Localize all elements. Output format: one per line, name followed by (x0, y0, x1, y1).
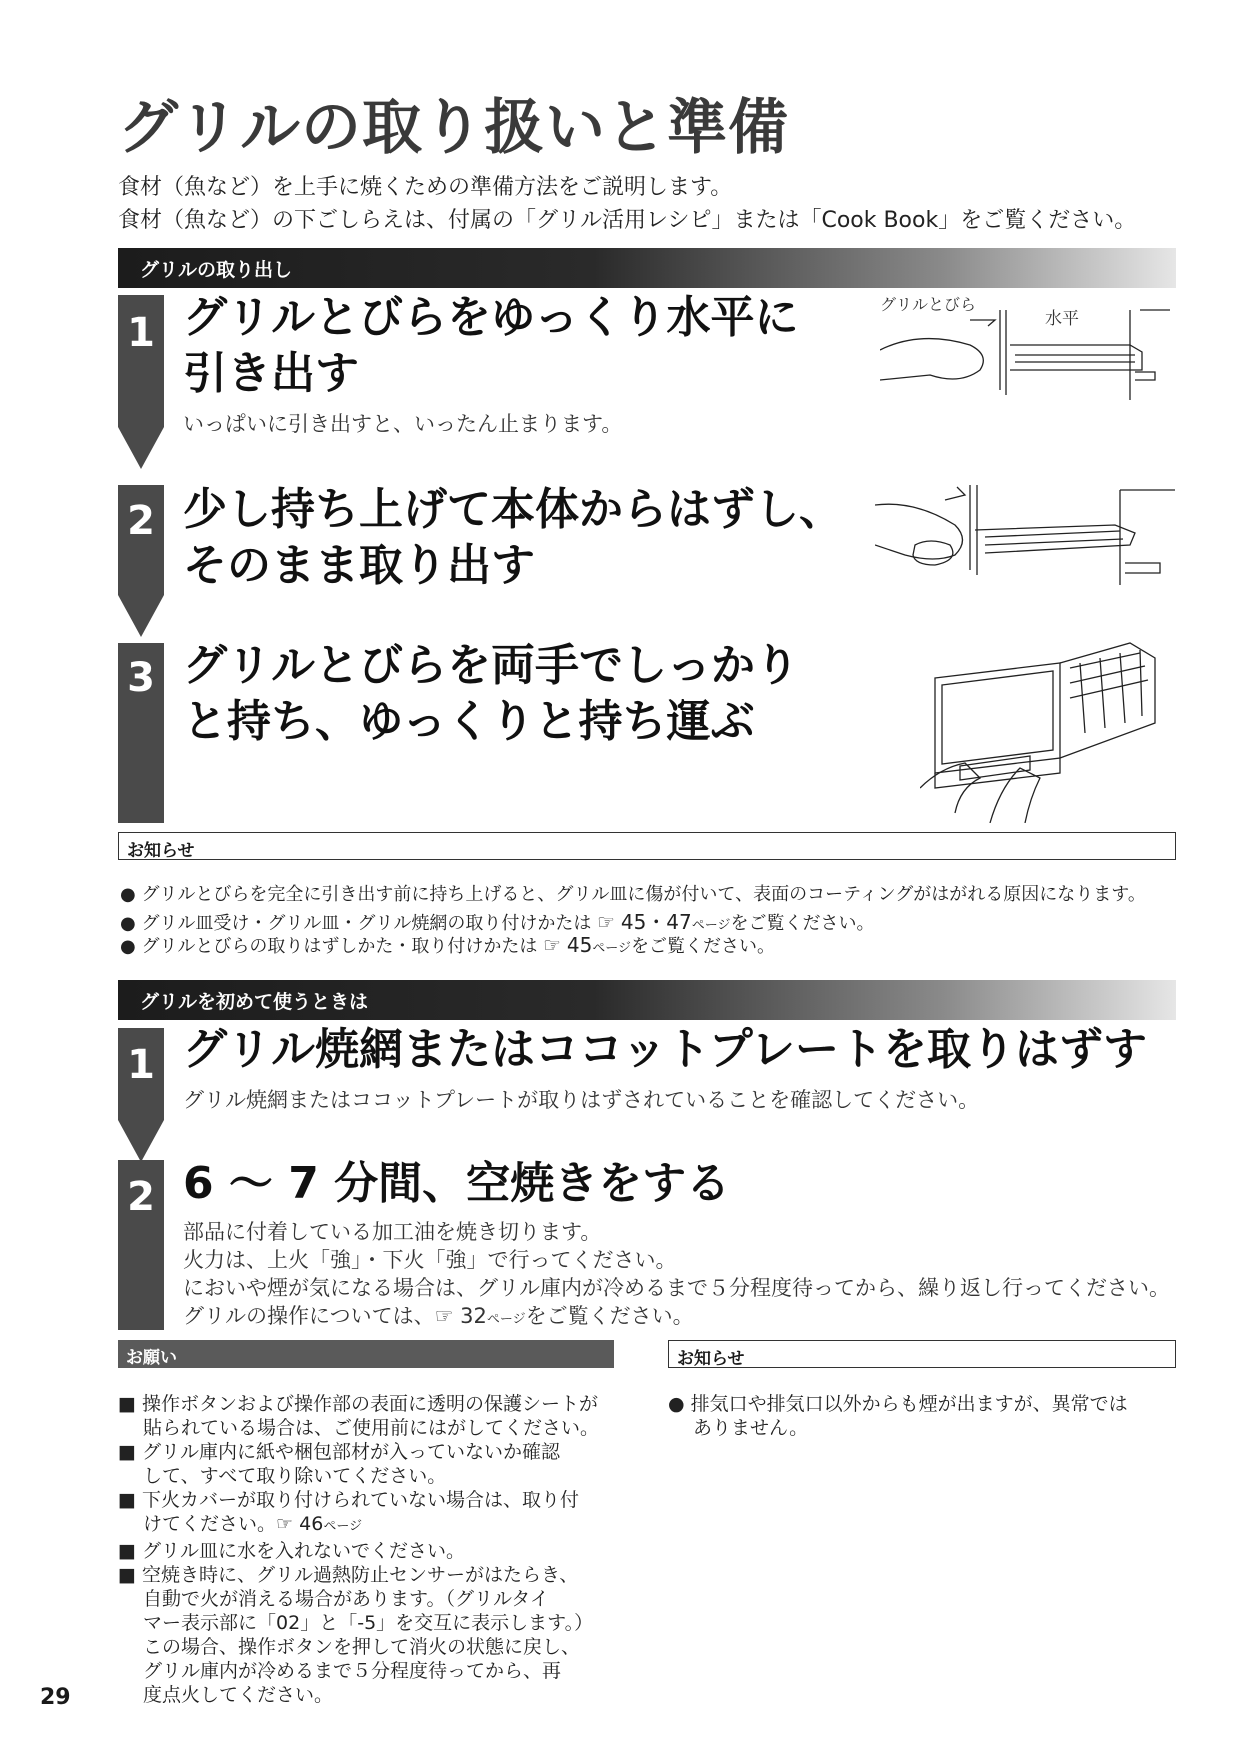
request-line: グリル庫内が冷めるまで５分程度待ってから、再 (118, 1660, 562, 1682)
request-line: ■ 下火カバーが取り付けられていない場合は、取り付 (118, 1489, 579, 1511)
figure-pull-out-drawer (880, 300, 1180, 420)
step-number-2: 2 (127, 498, 155, 544)
step-number-s2-1: 1 (127, 1042, 155, 1088)
notice2-line2: ありません。 (668, 1417, 809, 1439)
notice-item-2-post: をご覧ください。 (730, 913, 875, 934)
notice-item-1-text: グリルとびらを完全に引き出す前に持ち上げると、グリル皿に傷が付いて、表面のコーティングがはがれる原因になります。 (141, 884, 1146, 905)
notice-box-1 (118, 832, 1176, 860)
request-line: ■ グリル皿に水を入れないでください。 (118, 1540, 465, 1562)
step2-heading-line1: 少し持ち上げて本体からはずし、 (183, 484, 843, 535)
section-bar-label: グリルの取り出し (140, 259, 293, 281)
request-line: ■ 空焼き時に、グリル過熱防止センサーがはたらき、 (118, 1564, 579, 1586)
notice-label: お知らせ (677, 1349, 745, 1369)
request-line: この場合、操作ボタンを押して消火の状態に戻し、 (118, 1636, 581, 1658)
notice-item-3-text: グリルとびらの取りはずしかた・取り付けかたは (141, 936, 538, 957)
page-unit: ページ (323, 1519, 363, 1534)
step3-heading-line1: グリルとびらを両手でしっかり (183, 640, 799, 691)
request-line-ref (118, 1512, 599, 1539)
request-list (118, 1392, 599, 1707)
request-bar (118, 1340, 614, 1368)
figure-carry-drawer (920, 638, 1165, 823)
notice-label: お知らせ (127, 841, 195, 861)
figure-lift-drawer (875, 485, 1180, 600)
pointing-hand-icon: ☞ (434, 1304, 454, 1328)
step-arrow-2 (118, 595, 164, 637)
notice-item-2: ● グリル皿受け・グリル皿・グリル焼網の取り付けかたは ☞ 45・47ページをご覧ください。 (120, 910, 875, 934)
intro-line-2: 食材（魚など）の下ごしらえは、付属の「グリル活用レシピ」または「Cook Book」をご覧ください。 (118, 208, 1137, 233)
request-line: 貼られている場合は、ご使用前にはがしてください。 (118, 1417, 600, 1439)
request-line: けてください。 (118, 1513, 277, 1535)
request-line: 自動で火が消える場合があります。（グリルタイ (118, 1588, 549, 1610)
intro-line-1: 食材（魚など）を上手に焼くための準備方法をご説明します。 (118, 175, 733, 200)
step-arrow-s2-1 (118, 1120, 164, 1162)
request-line: ■ グリル庫内に紙や梱包部材が入っていないか確認 (118, 1441, 560, 1463)
step-arrow-1 (118, 427, 164, 469)
figure-label-level: 水平 (1045, 309, 1079, 329)
s2-step1-subtext: グリル焼網またはココットプレートが取りはずされていることを確認してください。 (183, 1088, 980, 1112)
section-bar-label: グリルを初めて使うときは (140, 991, 369, 1013)
page-number: 29 (40, 1685, 71, 1710)
pointing-hand-icon: ☞ (543, 933, 562, 957)
s2-step2-heading: 6 ～ 7 分間、空焼きをする (183, 1158, 731, 1209)
s2-step2-line3: においや煙が気になる場合は、グリル庫内が冷めるまで５分程度待ってから、繰り返し行ってください。 (183, 1276, 1170, 1300)
s2-step2-ref-pre: グリルの操作については、 (183, 1304, 435, 1328)
page-unit: ページ (592, 941, 632, 956)
step-number-s2-2: 2 (127, 1174, 155, 1220)
step1-subtext: いっぱいに引き出すと、いったん止まります。 (183, 412, 623, 436)
step1-heading-line1: グリルとびらをゆっくり水平に (183, 292, 799, 343)
section-bar-grill-removal (118, 248, 1176, 288)
page-ref: 45・47 (620, 910, 692, 934)
notice2-line1: ● 排気口や排気口以外からも煙が出ますが、異常では (668, 1393, 1128, 1415)
notice-item-3: ● グリルとびらの取りはずしかた・取り付けかたは ☞ 45ページをご覧ください。 (120, 933, 776, 957)
page-ref: 45 (566, 933, 593, 957)
step3-heading-line2: と持ち、ゆっくりと持ち運ぶ (183, 696, 755, 747)
step2-heading-line2: そのまま取り出す (183, 540, 535, 591)
request-line: ■ 操作ボタンおよび操作部の表面に透明の保護シートが (118, 1393, 598, 1415)
step1-heading-line2: 引き出す (183, 348, 359, 399)
page-unit: ページ (691, 918, 731, 933)
notice-item-2-text: グリル皿受け・グリル皿・グリル焼網の取り付けかたは (141, 913, 592, 934)
figure-label-grill-door: グリルとびら (880, 295, 977, 314)
notice-box-2 (668, 1340, 1176, 1368)
s2-step2-ref-post: をご覧ください。 (525, 1304, 694, 1328)
page-title: グリルの取り扱いと準備 (118, 93, 789, 163)
section-bar-first-use (118, 980, 1176, 1020)
step-number-3: 3 (127, 655, 155, 701)
notice-item-1: ● グリルとびらを完全に引き出す前に持ち上げると、グリル皿に傷が付いて、表面のコーティングがはがれる原因になります。 (120, 884, 1146, 905)
s2-step2-line1: 部品に付着している加工油を焼き切ります。 (183, 1220, 602, 1244)
s2-step2-line2: 火力は、上火「強」・下火「強」で行ってください。 (183, 1248, 677, 1272)
step-number-1: 1 (127, 310, 155, 356)
notice-item-3-post: をご覧ください。 (631, 936, 776, 957)
s2-step2-line4 (183, 1300, 694, 1330)
request-line: 度点火してください。 (118, 1684, 334, 1706)
pointing-hand-icon: ☞ (597, 910, 616, 934)
request-label: お願い (126, 1348, 177, 1368)
s2-step1-heading: グリル焼網またはココットプレートを取りはずす (183, 1024, 1148, 1075)
page-unit: ページ (486, 1312, 526, 1327)
pointing-hand-icon: ☞ (276, 1513, 294, 1535)
request-line: マー表示部に「02」と「-5」を交互に表示します。） (118, 1612, 594, 1634)
page-ref: 32 (460, 1304, 487, 1328)
request-line: して、すべて取り除いてください。 (118, 1465, 447, 1487)
page-ref: 46 (299, 1513, 324, 1535)
